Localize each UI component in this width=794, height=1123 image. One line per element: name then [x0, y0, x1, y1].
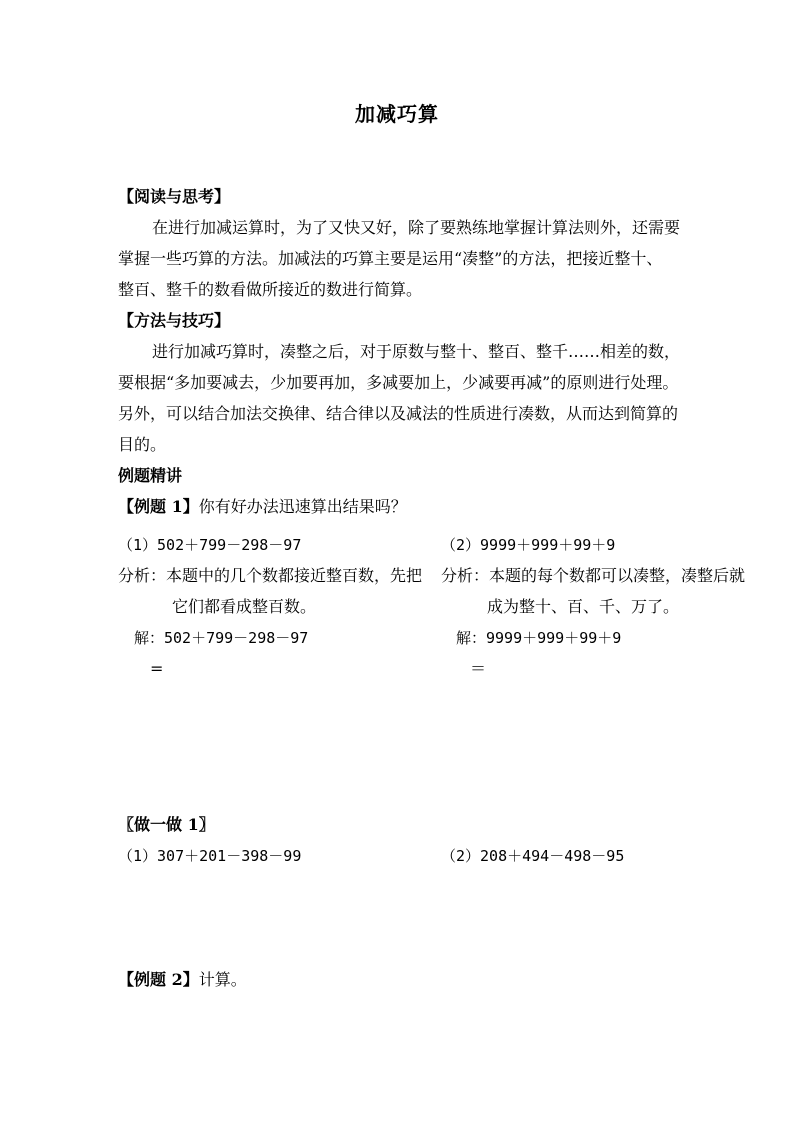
practice1-problem-2: （2）208＋494－498－95 — [441, 847, 625, 865]
example1-solution-1: 解：502＋799－298－97 — [134, 629, 309, 647]
example1-analysis-2: 分析：本题的每个数都可以凑整，凑整后就 — [441, 566, 746, 585]
example1-line — [118, 497, 407, 517]
example2-text: 计算。 — [198, 970, 247, 989]
example2-label: 【例题 2】 — [118, 970, 199, 989]
method-line: 要根据“多加要减去，少加要再加，多减要加上，少减要再减”的原则进行处理。 — [118, 373, 679, 392]
example1-problem-1: （1）502＋799－298－97 — [118, 536, 302, 554]
example1-problem-2: （2）9999＋999＋99＋9 — [441, 536, 616, 554]
example1-label: 【例题 1】 — [118, 497, 199, 516]
reading-line: 在进行加减运算时，为了又快又好，除了要熟练地掌握计算法则外，还需要 — [152, 218, 681, 237]
example1-equals-1: = — [150, 659, 164, 678]
page-title: 加减巧算 — [355, 102, 439, 126]
example1-equals-2: ＝ — [470, 659, 487, 678]
method-line: 目的。 — [118, 435, 167, 454]
section-heading-method: 【方法与技巧】 — [118, 311, 231, 330]
reading-line: 掌握一些巧算的方法。加减法的巧算主要是运用“凑整”的方法，把接近整十、 — [118, 249, 663, 268]
example1-analysis-1-cont: 它们都看成整百数。 — [172, 597, 317, 616]
practice1-label: 〖做一做 1〗 — [118, 815, 215, 834]
section-heading-reading: 【阅读与思考】 — [118, 187, 231, 206]
reading-line: 整百、整千的数看做所接近的数进行简算。 — [118, 280, 423, 299]
example1-analysis-1: 分析：本题中的几个数都接近整百数，先把 — [118, 566, 423, 585]
practice1-problem-1: （1）307＋201－398－99 — [118, 847, 302, 865]
example1-solution-2: 解：9999＋999＋99＋9 — [456, 629, 622, 647]
method-line: 另外，可以结合加法交换律、结合律以及减法的性质进行凑数，从而达到简算的 — [118, 404, 679, 423]
example2-line — [118, 970, 247, 990]
method-line: 进行加减巧算时，凑整之后，对于原数与整十、整百、整千……相差的数， — [152, 342, 681, 361]
example1-question: 你有好办法迅速算出结果吗？ — [198, 497, 407, 516]
examples-heading: 例题精讲 — [118, 466, 183, 485]
example1-analysis-2-cont: 成为整十、百、千、万了。 — [487, 597, 680, 616]
